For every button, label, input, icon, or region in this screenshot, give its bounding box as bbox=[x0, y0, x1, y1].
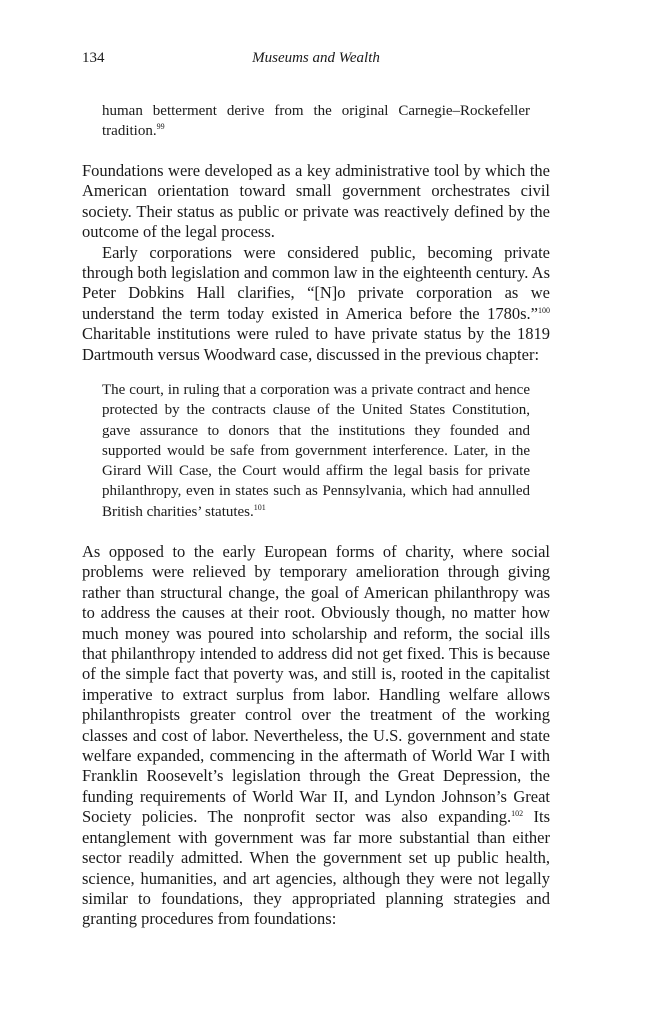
paragraph-2 bbox=[82, 243, 550, 365]
paragraph-3-text-b: Its entanglement with government was far more substantial than either sector readily admitted. When the government set up public health, science, humanities, and art agencies, although they were not legally similar to foundations, they appropriated planning strategies and granting procedures from foundations: bbox=[82, 807, 550, 929]
block-quote-body: The court, in ruling that a corporation was a private contract and hence protected by the contracts clause of the United States Constitution, gave assurance to donors that the institutions they founded and supported would be safe from government interference. Later, in the Girard Will Case, the Court would affirm the legal basis for private philanthropy, even in states such as Pennsylvania, which had annulled British charities’ statutes. bbox=[102, 382, 530, 520]
paragraph-2-text-b: Charitable institutions were ruled to have private status by the 1819 Dartmouth versus Woodward case, discussed in the previous chapter: bbox=[82, 324, 550, 364]
continued-quote-text bbox=[102, 101, 530, 142]
continued-block-quote bbox=[102, 101, 530, 142]
footnote-marker-100: 100 bbox=[538, 305, 550, 315]
paragraph-2-text-a: Early corporations were considered public, becoming private through both legislation and common law in the eighteenth century. As Peter Dobkins Hall clarifies, “[N]o private corporation as we understand the term today existed in America before the 1780s.” bbox=[82, 242, 550, 323]
block-quote bbox=[102, 380, 530, 522]
footnote-marker-101: 101 bbox=[253, 502, 266, 512]
paragraph-3 bbox=[82, 542, 550, 930]
footnote-marker-102: 102 bbox=[511, 809, 524, 819]
running-head bbox=[82, 50, 550, 74]
block-quote-text bbox=[102, 380, 530, 522]
body-paragraphs-2 bbox=[82, 542, 550, 930]
running-title: Museums and Wealth bbox=[252, 50, 380, 66]
paragraph-1: Foundations were developed as a key administrative tool by which the American orientation toward small government orchestrates civil society. Their status as public or private was reactively defined by the outcome of the legal process. bbox=[82, 161, 550, 242]
paragraph-3-text-a: As opposed to the early European forms of charity, where social problems were relieved by temporary amelioration through giving rather than structural change, the goal of American philanthropy was to address the causes at their root. Obviously though, no matter how much money was poured into scholarship and reform, the social ills that philanthropy intended to address did not get fixed. This is because of the simple fact that poverty was, and still is, rooted in the capitalist imperative to extract surplus from labor. Handling welfare allows philanthropists greater control over the treatment of the working classes and cost of labor. Nevertheless, the U.S. government and state welfare expanded, commencing in the aftermath of World War I with Franklin Roosevelt’s legislation through the Great Depression, the funding requirements of World War II, and Lyndon Johnson’s Great Society policies. The nonprofit sector was also expanding. bbox=[82, 542, 550, 827]
continued-quote-body: human betterment derive from the original Carnegie–Rockefeller tradition. bbox=[102, 103, 530, 140]
page-number: 134 bbox=[82, 50, 105, 66]
body-paragraphs-1 bbox=[82, 161, 550, 365]
footnote-marker-99: 99 bbox=[156, 122, 165, 132]
